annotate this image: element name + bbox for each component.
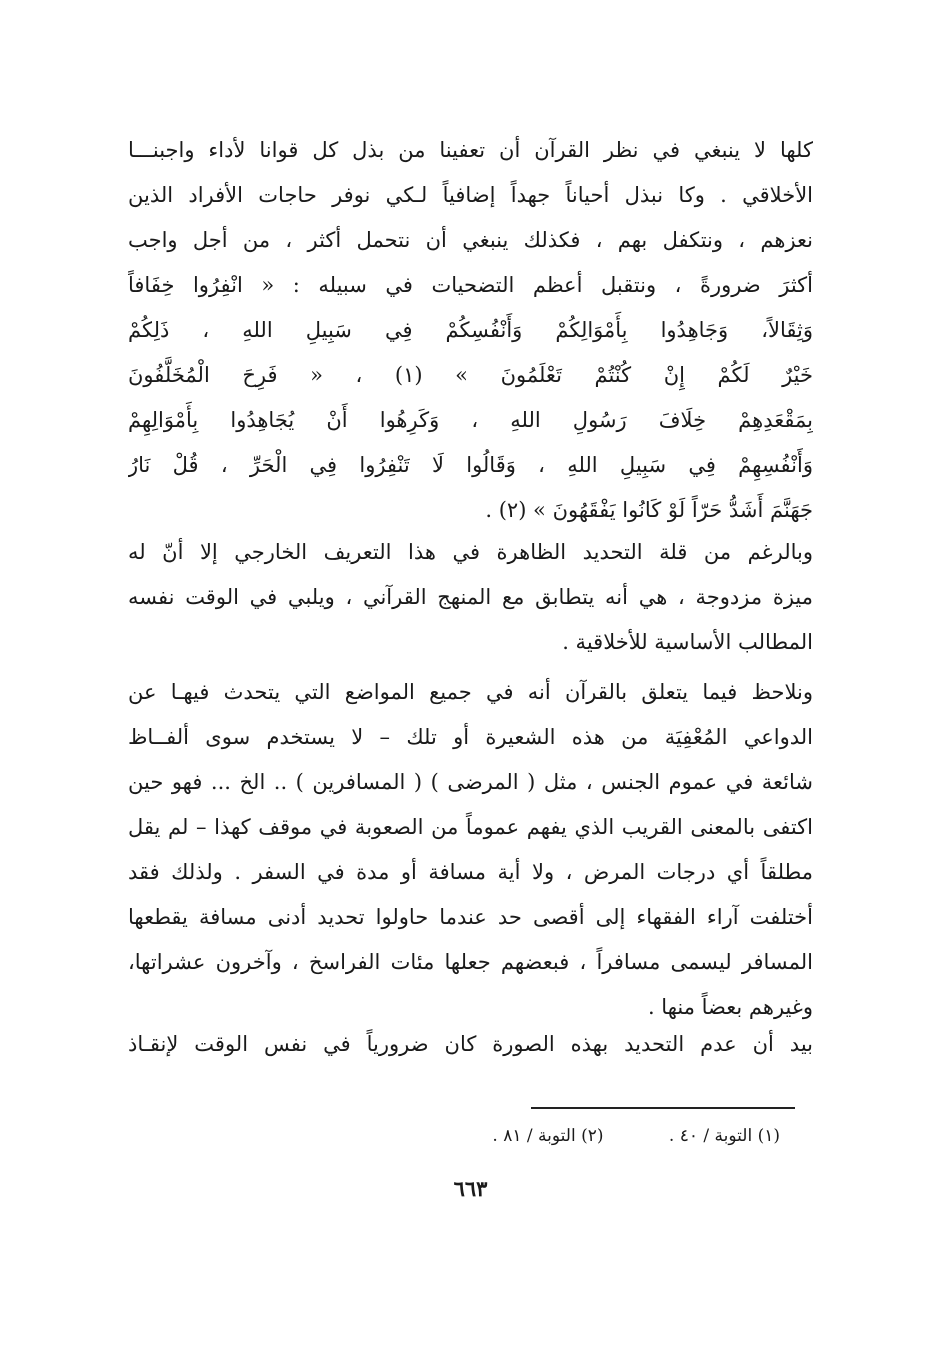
text-line: أكثرَ ضرورةً ، ونتقبل أعظم التضحيات في سبيله : « انْفِرُوا خِفَافاً [128, 273, 813, 297]
text-line: شائعة في عموم الجنس ، مثل ( المرضى ) ( المسافرين ) .. الخ ... فهو حين [128, 770, 813, 794]
footnote-2: (٢) التوبة / ٨١ . [492, 1126, 604, 1146]
text-line: الأخلاقي . وكا نبذل أحياناً جهداً إضافياً لـكي نوفر حاجات الأفراد الذين [128, 183, 813, 207]
text-line: نعزهم ، ونتكفل بهم ، فكذلك ينبغي أن نتحمل أكثر ، من أجل واجب [128, 228, 813, 252]
paragraph-3 [128, 670, 813, 1030]
footnote-divider [531, 1107, 795, 1109]
text-line: المسافر ليسمى مسافراً ، فبعضهم جعلها مئات الفراسخ ، وآخرون عشراتها، [128, 950, 813, 974]
text-line: ونلاحظ فيما يتعلق بالقرآن أنه في جميع المواضع التي يتحدث فيهـا عن [128, 680, 813, 704]
text-line: بيد أن عدم التحديد بهذه الصورة كان ضرورياً في نفس الوقت لإنقـاذ [128, 1032, 813, 1056]
footnotes [380, 1122, 780, 1150]
text-line: الدواعي المُعْفِيَة من هذه الشعيرة أو تلك – لا يستخدم سوى ألفــاظ [128, 725, 813, 749]
text-line: خَيْرٌ لَكُمْ إِنْ كُنْتُمْ تَعْلَمُونَ » (١) ، « فَرِحَ الْمُخَلَّفُونَ [128, 363, 813, 387]
text-line: وَأَنْفُسِهِمْ فِي سَبِيلِ اللهِ ، وَقَالُوا لَا تَنْفِرُوا فِي الْحَرِّ ، قُلْ نَارُ [128, 453, 813, 477]
text-line: وَثِقَالاً، وَجَاهِدُوا بِأَمْوَالِكُمْ وَأَنْفُسِكُمْ فِي سَبِيلِ اللهِ ، ذَلِكُمْ [128, 318, 813, 342]
paragraph-4 [128, 1022, 813, 1067]
text-line: المطالب الأساسية للأخلاقية . [562, 630, 813, 654]
text-line: اكتفى بالمعنى القريب الذي يفهم عموماً من الصعوبة في موقف كهذا – لم يقل [128, 815, 813, 839]
text-line: جَهَنَّمَ أَشَدُّ حَرّاً لَوْ كَانُوا يَفْقَهُونَ » (٢) . [485, 498, 813, 522]
text-line: وغيرهم بعضاً منها . [647, 995, 813, 1019]
page-number: ٦٦٣ [453, 1176, 488, 1201]
footnote-1: (١) التوبة / ٤٠ . [668, 1126, 780, 1146]
text-line: ميزة مزدوجة ، هي أنه يتطابق مع المنهج القرآني ، ويلبي في الوقت نفسه [128, 585, 813, 609]
text-line: وبالرغم من قلة التحديد الظاهرة في هذا التعريف الخارجي إلا أنّ له [128, 540, 813, 564]
text-line: أختلفت آراء الفقهاء إلى أقصى حد عندما حاولوا تحديد أدنى مسافة يقطعها [128, 905, 813, 929]
paragraph-1 [128, 128, 813, 533]
paragraph-2 [128, 530, 813, 665]
text-line: مطلقاً أي درجات المرض ، ولا أية مسافة أو مدة في السفر . ولذلك فقد [128, 860, 813, 884]
text-line: بِمَقْعَدِهِمْ خِلَافَ رَسُولِ اللهِ ، وَكَرِهُوا أَنْ يُجَاهِدُوا بِأَمْوَالِهِمْ [128, 408, 813, 432]
text-line: كلها لا ينبغي في نظر القرآن أن تعفينا من بذل كل قوانا لأداء واجبنـــا [128, 138, 813, 162]
